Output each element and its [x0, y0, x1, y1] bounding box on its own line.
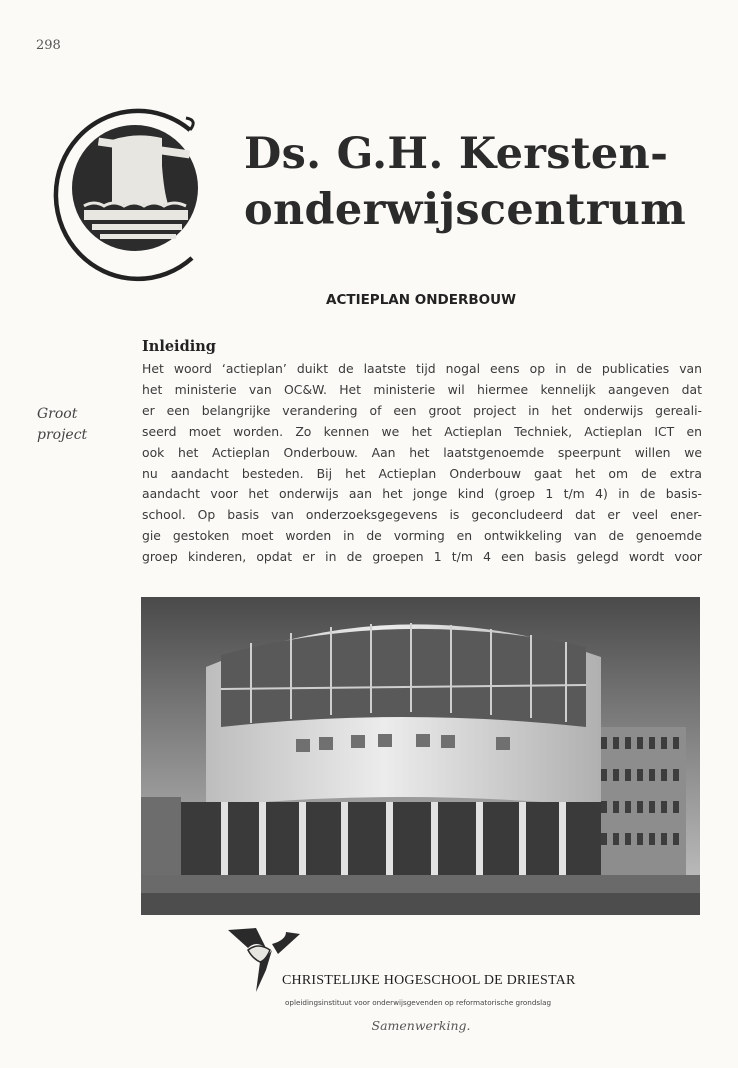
- body-line: ook het Actieplan Onderbouw. Aan het laatstgenoemde speerpunt willen we: [142, 444, 702, 460]
- subheading: Inleiding: [142, 338, 216, 355]
- margin-note-line-2: project: [37, 427, 88, 443]
- title-line-1: Ds. G.H. Kersten-: [244, 129, 669, 179]
- section-heading: ACTIEPLAN ONDERBOUW: [326, 292, 516, 308]
- page-number: 298: [36, 38, 61, 53]
- body-line: seerd moet worden. Zo kennen we het Actieplan Techniek, Actieplan ICT en: [142, 423, 702, 439]
- page-title: [244, 126, 714, 238]
- organization-name: CHRISTELIJKE HOGESCHOOL DE DRIESTAR: [282, 973, 576, 988]
- body-paragraph: [142, 359, 702, 568]
- body-line: gie gestoken moet worden in de vorming en ontwikkeling van de genoemde: [142, 528, 702, 544]
- caption: Samenwerking.: [371, 1018, 471, 1033]
- building-photo: [141, 597, 700, 915]
- kersten-centrum-emblem-icon: [40, 100, 210, 282]
- margin-note: [37, 404, 127, 446]
- body-line: aandacht voor het onderwijs aan het jonge kind (groep 1 t/m 4) in de basis-: [142, 486, 702, 502]
- body-line: het ministerie van OC&W. Het ministerie wil hiermee kennelijk aangeven dat: [142, 381, 702, 397]
- title-line-2: onderwijscentrum: [244, 185, 687, 235]
- body-line: er een belangrijke verandering of een groot project in het onderwijs gereali-: [142, 402, 702, 418]
- body-line: school. Op basis van onderzoeksgegevens is geconcludeerd dat er veel ener-: [142, 507, 702, 523]
- margin-note-line-1: Groot: [37, 406, 78, 422]
- body-line: groep kinderen, opdat er in de groepen 1 t/m 4 een basis gelegd wordt voor: [142, 549, 702, 565]
- organization-tagline: opleidingsinstituut voor onderwijsgevenden op reformatorische grondslag: [285, 998, 552, 1007]
- body-line: nu aandacht besteden. Bij het Actieplan Onderbouw gaat het om de extra: [142, 465, 702, 481]
- body-line: Het woord ‘actieplan’ duikt de laatste tijd nogal eens op in de publicaties van: [142, 361, 702, 376]
